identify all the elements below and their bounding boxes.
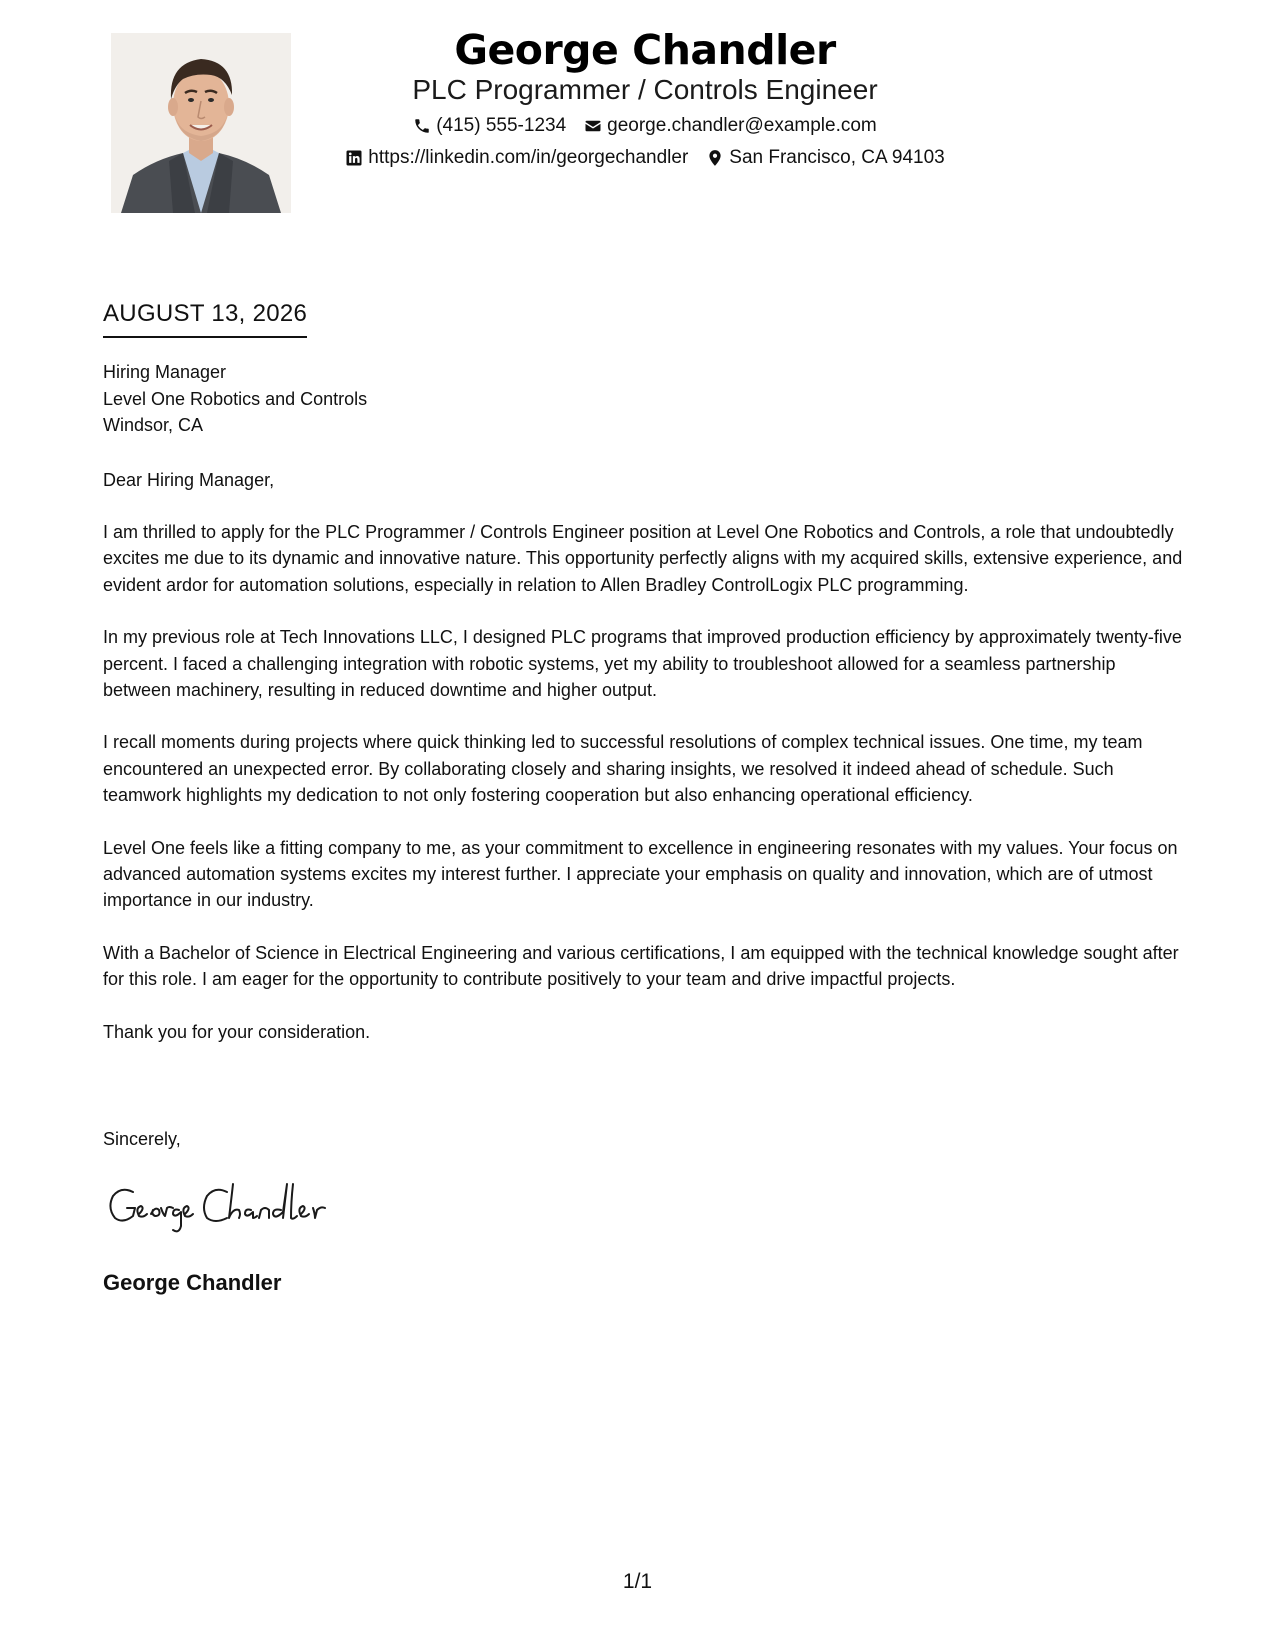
applicant-name: George Chandler [454,26,836,74]
contact-email[interactable] [584,114,877,138]
letter-date: AUGUST 13, 2026 [103,298,307,338]
body-paragraph: Thank you for your consideration. [103,1021,371,1042]
recipient-line: Hiring Manager [103,362,227,382]
body-paragraph: Level One feels like a fitting company to me, as your commitment to excellence in engineering resonates with my values. Your focus on advanced automation systems excites my interest further. I appreciate your emphasis on quality and innovation, which are of utmost importance in our industry. [103,837,1178,910]
page-number: 1/1 [622,1570,653,1593]
phone-text: (415) 555-1234 [436,115,567,136]
recipient-line: Level One Robotics and Controls [103,388,368,409]
profile-photo [111,33,291,213]
body-paragraph: In my previous role at Tech Innovations LLC, I designed PLC programs that improved production efficiency by approximately twenty-five percent. I faced a challenging integration with robotic systems, yet my ability to troubleshoot allowed for a seamless partnership between machinery, resulting in reduced downtime and higher output. [103,627,1182,700]
map-pin-icon [706,149,724,167]
body-paragraph: With a Bachelor of Science in Electrical Engineering and various certifications, I am equipped with the technical knowledge sought after for this role. I am eager for the opportunity to contribute positively to your team and drive impactful projects. [103,942,1179,989]
email-text[interactable]: george.chandler@example.com [607,115,877,136]
contact-location [706,146,944,170]
recipient-block [103,359,367,439]
linkedin-icon [345,149,363,167]
signer-name: George Chandler [103,1270,282,1295]
body-paragraph: I am thrilled to apply for the PLC Programmer / Controls Engineer position at Level One Robotics and Controls, a role that undoubtedly excites me due to its dynamic and innovative nature. This opportunity perfectly aligns with my acquired skills, extensive experience, and evident ardor for automation solutions, especially in relation to Allen Bradley ControlLogix PLC programming. [103,522,1183,595]
phone-icon [413,117,431,135]
linkedin-text[interactable]: https://linkedin.com/in/georgechandler [368,147,689,168]
contact-line-1 [300,114,990,138]
letter-header [300,22,990,170]
location-text: San Francisco, CA 94103 [729,147,945,168]
contact-linkedin[interactable] [345,146,688,170]
body-paragraph: I recall moments during projects where quick thinking led to successful resolutions of complex technical issues. One time, my team encountered an unexpected error. By collaborating closely and sharing insights, we resolved it indeed ahead of schedule. Such teamwork highlights my dedication to not only fostering cooperation but also enhancing operational efficiency. [103,732,1143,805]
contact-phone [413,114,566,138]
salutation: Dear Hiring Manager, [103,470,275,490]
contact-line-2 [300,146,990,170]
recipient-line: Windsor, CA [103,415,204,435]
envelope-icon [584,117,602,135]
handwritten-signature [103,1178,363,1238]
applicant-title: PLC Programmer / Controls Engineer [412,74,878,105]
closing: Sincerely, [103,1129,181,1149]
letter-body [103,467,1183,1071]
